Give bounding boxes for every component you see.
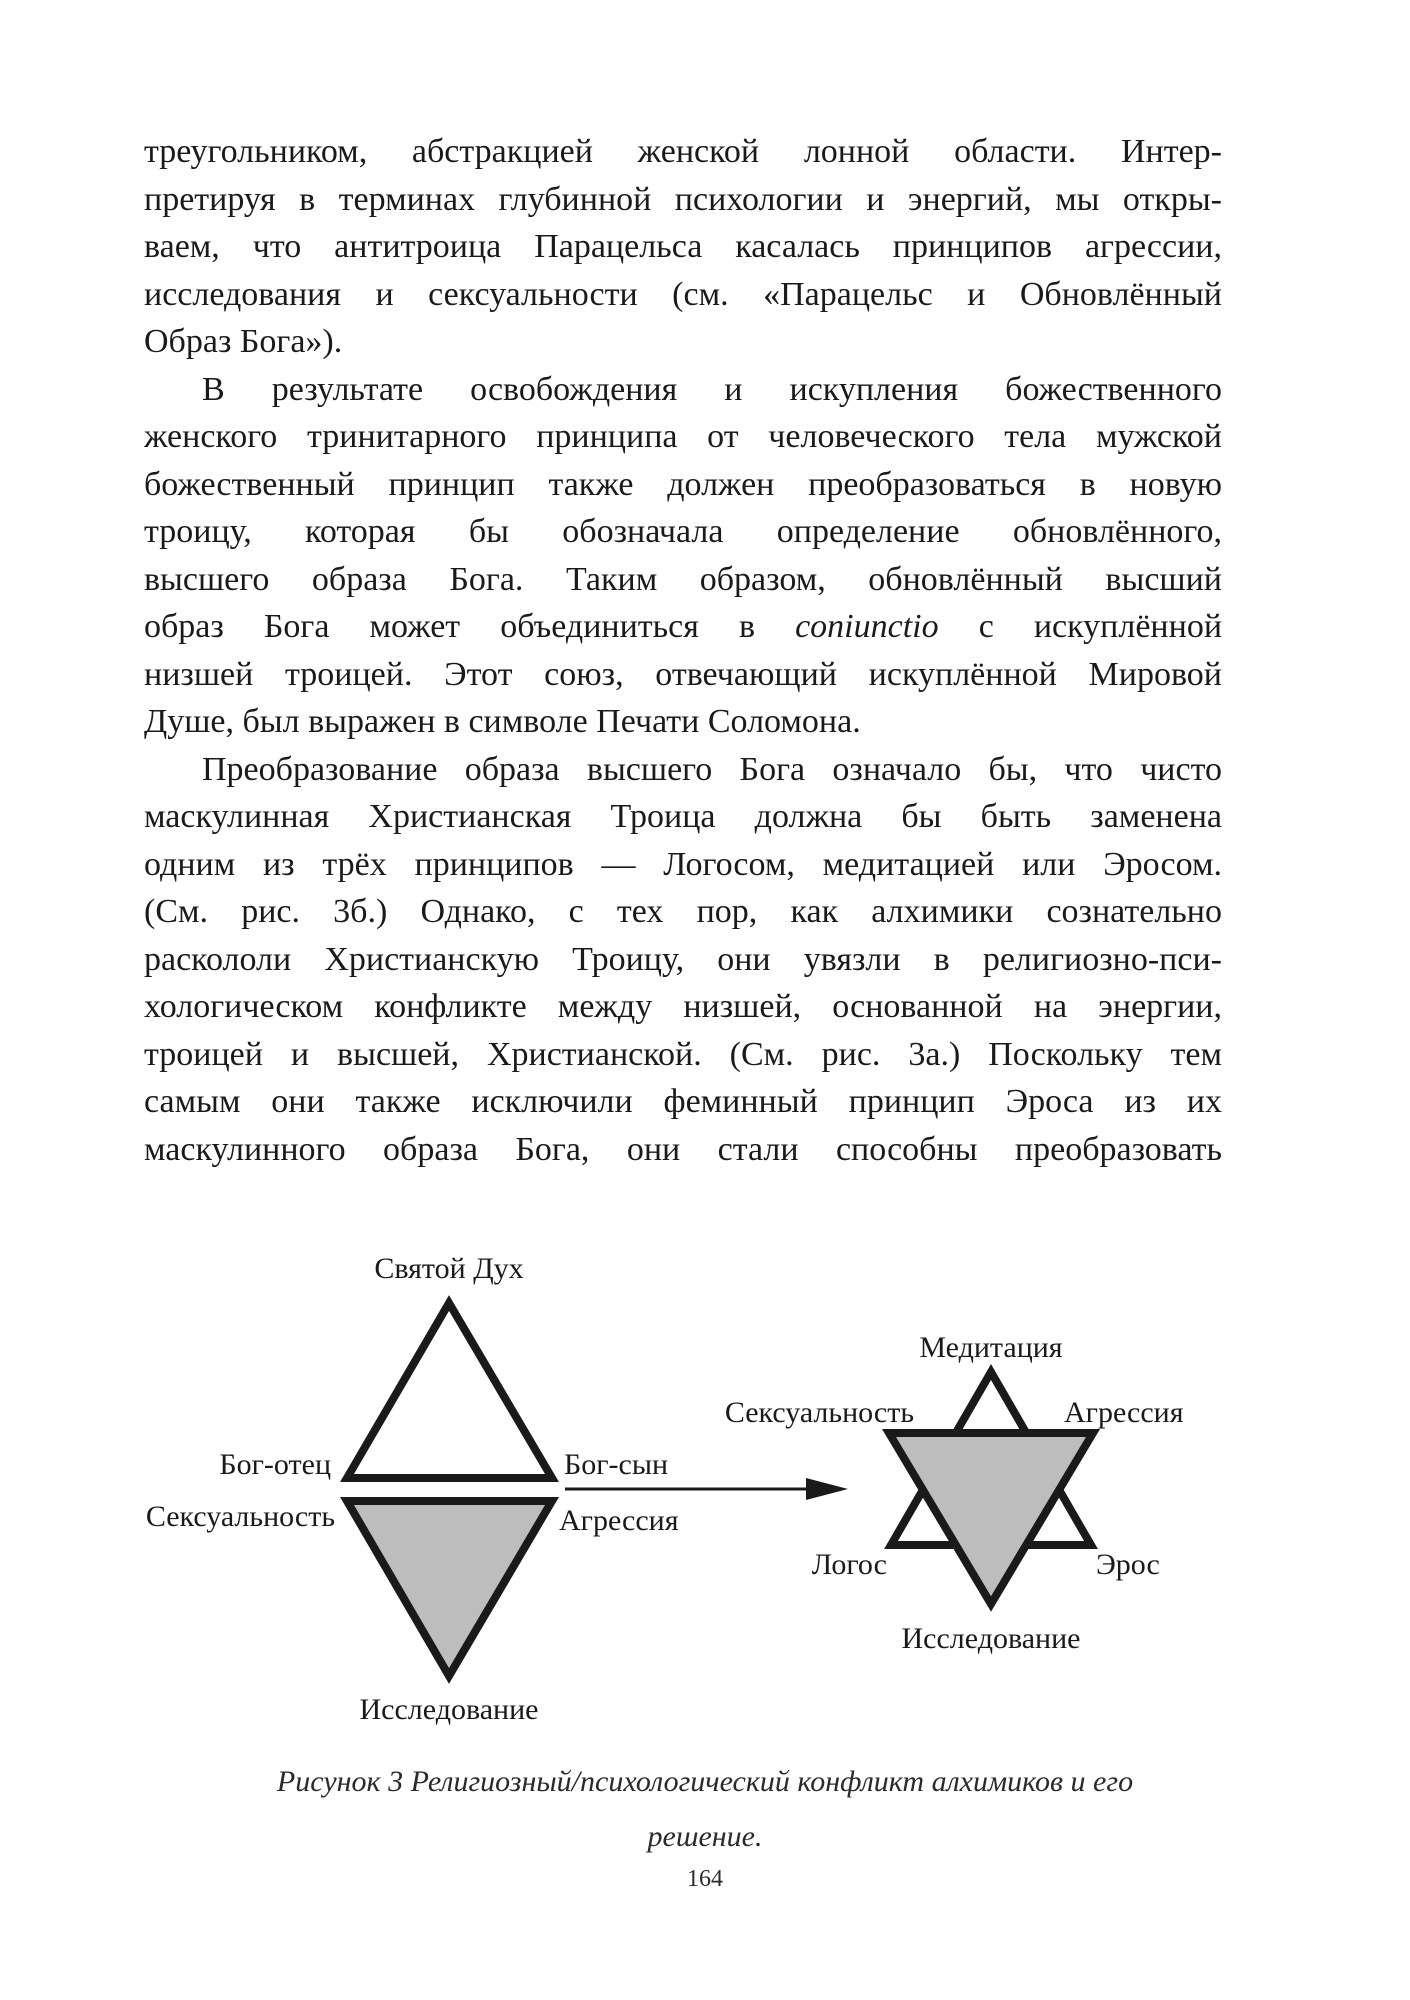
text-line: Образ Бога»). — [144, 323, 343, 360]
text-line: низшей троицей. Этот союз, отвечающий искуплённой Мировой — [144, 655, 1222, 693]
text-line: высшего образа Бога. Таким образом, обновлённый высший — [144, 560, 1222, 598]
text-line: божественный принцип также должен преобразоваться в новую — [144, 465, 1222, 503]
text-line-with-latin-term — [144, 603, 1222, 651]
text-line: (См. рис. 3б.) Однако, с тех пор, как алхимики сознательно — [144, 893, 1222, 930]
text-line: треугольником, абстракцией женской лонной области. Интер- — [144, 133, 1222, 170]
text-line: Душе, был выражен в символе Печати Соломона. — [144, 703, 861, 740]
label-eros: Эрос — [1096, 1548, 1160, 1581]
text-line: женского тринитарного принципа от человеческого тела мужской — [144, 418, 1222, 455]
figure-diagram — [0, 1240, 1410, 1740]
label-research-right: Исследование — [901, 1622, 1081, 1655]
latin-term: coniunctio — [795, 608, 939, 645]
figure-3 — [0, 1240, 1410, 1740]
label-logos: Логос — [811, 1548, 887, 1581]
text-line: хологическом конфликте между низшей, основанной на энергии, — [144, 988, 1222, 1025]
text-line: маскулинная Христианская Троица должна бы быть заменена — [144, 798, 1222, 835]
label-holy-spirit: Святой Дух — [374, 1252, 524, 1285]
label-god-son: Бог-сын — [564, 1448, 669, 1481]
text-segment: с искуплённой — [978, 608, 1222, 645]
text-line: претируя в терминах глубинной психологии и энергий, мы откры- — [144, 180, 1222, 218]
text-line: В результате освобождения и искупления божественного — [202, 370, 1222, 408]
label-sexuality-right: Сексуальность — [724, 1396, 914, 1429]
upper-triangle — [347, 1303, 552, 1478]
body-text — [144, 128, 1222, 1173]
text-line: одним из трёх принципов — Логосом, медитацией или Эросом. — [144, 845, 1222, 883]
text-line: Преобразование образа высшего Бога означало бы, что чисто — [202, 750, 1222, 788]
transformation-arrow-head — [806, 1478, 848, 1500]
text-line: маскулинного образа Бога, они стали способны преобразовать — [144, 1130, 1222, 1168]
label-research-left: Исследование — [359, 1693, 539, 1726]
text-line: троицей и высшей, Христианской. (См. рис. 3а.) Поскольку тем — [144, 1035, 1222, 1073]
text-line: раскололи Христианскую Троицу, они увязли в религиозно-пси- — [144, 940, 1222, 978]
label-meditation: Медитация — [919, 1331, 1063, 1364]
figure-caption-line-2: решение. — [647, 1820, 763, 1853]
label-aggression-right: Агрессия — [1064, 1396, 1184, 1429]
text-line: исследования и сексуальности (см. «Парацельс и Обновлённый — [144, 275, 1222, 313]
text-segment: образ Бога может объединиться в — [144, 608, 756, 645]
text-line: троицу, которая бы обозначала определение обновлённого, — [144, 513, 1222, 550]
label-sexuality-left: Сексуальность — [145, 1500, 335, 1533]
lower-triangle — [347, 1501, 552, 1676]
label-aggression-left: Агрессия — [559, 1504, 679, 1537]
figure-caption-line-1: Рисунок 3 Религиозный/психологический конфликт алхимиков и его — [276, 1765, 1134, 1798]
label-god-father: Бог-отец — [219, 1448, 331, 1481]
text-line: ваем, что антитроица Парацельса касалась принципов агрессии, — [144, 228, 1222, 265]
page-number: 164 — [687, 1866, 723, 1892]
text-line: самым они также исключили феминный принцип Эроса из их — [144, 1083, 1222, 1120]
